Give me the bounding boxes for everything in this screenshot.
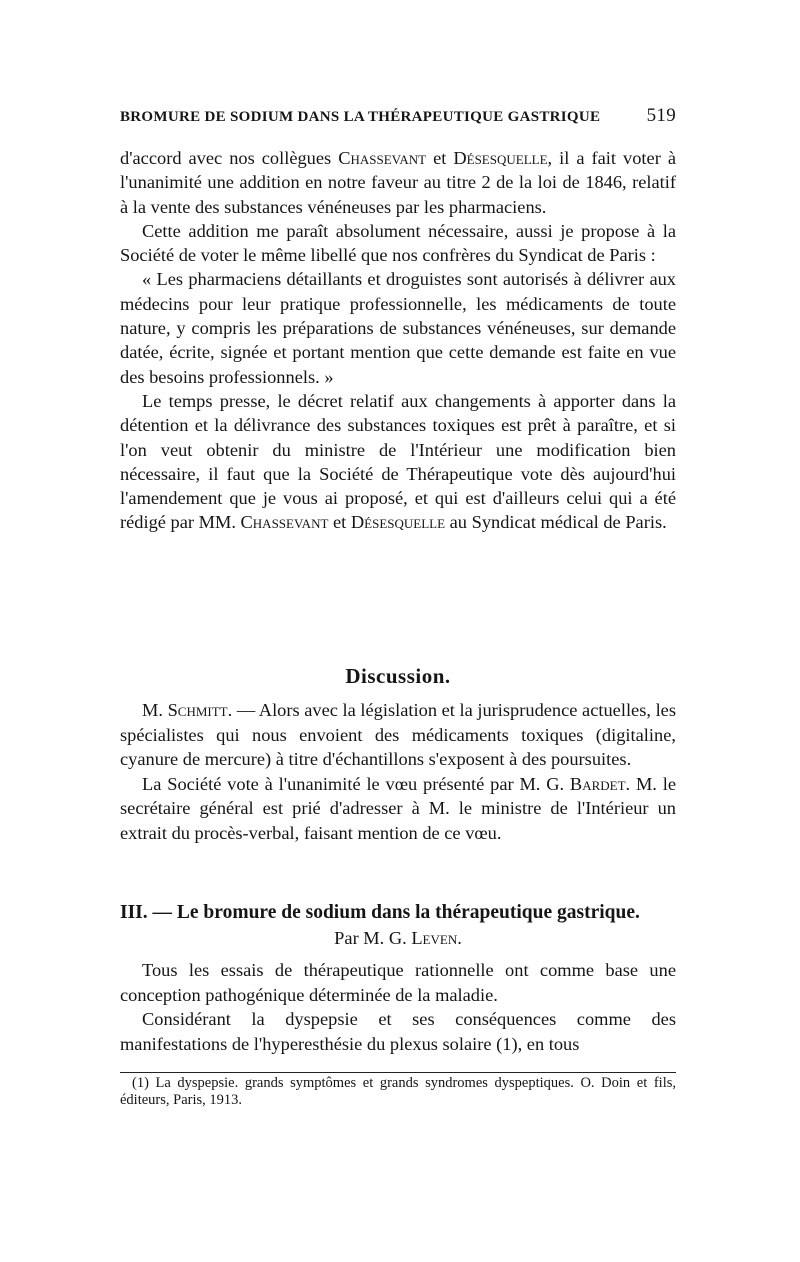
author-name: Chassevant: [338, 148, 427, 168]
paragraph: Le temps presse, le décret relatif aux changements à apporter dans la détention et la délivrance des substances toxiques est prêt à paraître, et si l'on veut obtenir du ministre de l'Intérieur une modification bien nécessaire, il faut que la Société de Thérapeutique vote dès aujourd'hui l'amendement que je vous ai proposé, et qui est d'ailleurs celui qui a été rédigé par MM. Chassevant et Désesquelle au Syndicat médical de Paris.: [120, 390, 676, 533]
footnote-text: (1) La dyspepsie. grands symptômes et grands syndromes dyspeptiques. O. Doin et fils, éditeurs, Paris, 1913.: [120, 1075, 676, 1108]
paragraph: M. Schmitt. — Alors avec la législation et la jurisprudence actuelles, les spécialistes qui nous envoient des médicaments toxiques (digitaline, cyanure de mercure) à titre d'échantillons s'exposent à des poursuites.: [120, 700, 677, 770]
speaker-name: Schmitt: [167, 700, 228, 720]
section-title: III. — Le bromure de sodium dans la thérapeutique gastrique.: [120, 902, 640, 923]
paragraph: d'accord avec nos collègues Chassevant et Désesquelle, il a fait voter à l'unanimité une addition en notre faveur au titre 2 de la loi de 1846, relatif à la vente des substances vénéneuses par les pharmaciens.: [120, 148, 676, 217]
running-head: [120, 105, 676, 133]
section-author: Par M. G. Leven.: [334, 928, 462, 948]
author-name: Désesquelle: [453, 148, 548, 168]
page-number: 519: [646, 105, 676, 126]
footnote-divider: [120, 1072, 676, 1073]
author-name: Chassevant: [240, 512, 329, 533]
running-head-title: BROMURE DE SODIUM DANS LA THÉRAPEUTIQUE GASTRIQUE: [120, 109, 601, 125]
paragraph: Cette addition me paraît absolument nécessaire, aussi je propose à la Société de voter le même libellé que nos confrères du Syndicat de Paris :: [120, 220, 676, 266]
paragraph: Tous les essais de thérapeutique rationnelle ont comme base une conception pathogénique déterminée de la maladie.: [120, 960, 676, 1005]
footnote: [120, 1075, 676, 1109]
author-name: Leven: [411, 928, 458, 948]
discussion-heading: Discussion.: [345, 664, 451, 688]
discussion-body: [120, 698, 676, 846]
body-text-section-1: [120, 146, 676, 535]
quoted-paragraph: « Les pharmaciens détaillants et droguistes sont autorisés à délivrer aux médecins pour leur pratique professionnelle, les médicaments de toute nature, y compris les préparations de substances vénéneuses, sur demande datée, écrite, signée et portant mention que cette demande est faite en vue des besoins professionnels. »: [120, 269, 676, 387]
section-3-body: [120, 958, 676, 1056]
paragraph: La Société vote à l'unanimité le vœu présenté par M. G. Bardet. M. le secrétaire général est prié d'adresser à M. le ministre de l'Intérieur un extrait du procès-verbal, faisant mention de ce vœu.: [120, 773, 677, 843]
author-name: Bardet: [569, 773, 626, 794]
paragraph: Considérant la dyspepsie et ses conséquences comme des manifestations de l'hyperesthésie du plexus solaire (1), en tous: [120, 1009, 676, 1054]
author-name: Désesquelle: [350, 512, 446, 533]
